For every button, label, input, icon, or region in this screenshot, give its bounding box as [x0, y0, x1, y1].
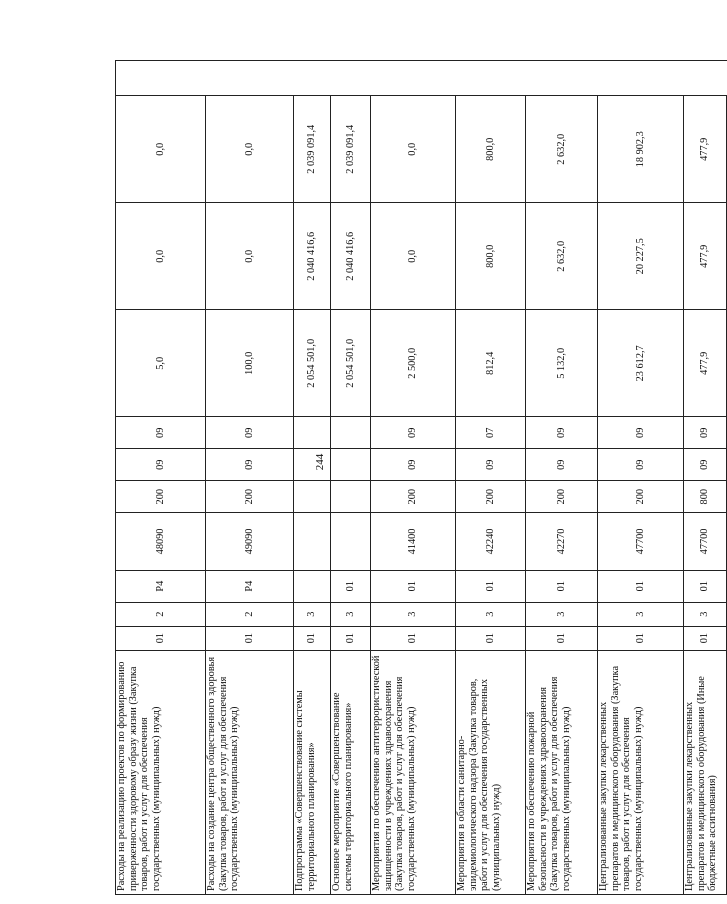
- amount-year-1: 5,0: [116, 310, 206, 417]
- section: [331, 449, 371, 481]
- expense-type: 200: [456, 481, 526, 513]
- subprogram-code: 3: [331, 602, 371, 626]
- subsection: 09: [116, 417, 206, 449]
- amount-year-1: 812,4: [456, 310, 526, 417]
- subprogram-code: 3: [598, 602, 684, 626]
- section: 09: [371, 449, 456, 481]
- direction-code: 42270: [526, 513, 598, 571]
- program-code: 01: [206, 626, 294, 650]
- row-name: Централизованные закупки лекарственных препаратов и медицинского оборудования (Закупка товаров, работ и услуг для обеспечения государственных (муниципальных) нужд): [598, 650, 684, 894]
- amount-year-2: 2 040 416,6: [294, 203, 331, 310]
- table-edge-cell: [684, 61, 727, 96]
- page-number: 244: [314, 453, 326, 471]
- amount-year-1: 23 612,7: [598, 310, 684, 417]
- row-name: Подпрограмма «Совершенствование системы территориального планирования»: [294, 650, 331, 894]
- subsection: [331, 417, 371, 449]
- section: 09: [684, 449, 727, 481]
- subprogram-code: 3: [684, 602, 727, 626]
- event-code: 01: [526, 570, 598, 602]
- section: 09: [598, 449, 684, 481]
- event-code: 01: [598, 570, 684, 602]
- subprogram-code: 3: [371, 602, 456, 626]
- event-code: Р4: [116, 570, 206, 602]
- subsection: 07: [456, 417, 526, 449]
- amount-year-3: 18 902,3: [598, 96, 684, 203]
- amount-year-2: 20 227,5: [598, 203, 684, 310]
- amount-year-2: 0,0: [206, 203, 294, 310]
- amount-year-2: 2 632,0: [526, 203, 598, 310]
- section: 09: [526, 449, 598, 481]
- amount-year-3: 477,9: [684, 96, 727, 203]
- subprogram-code: 2: [206, 602, 294, 626]
- amount-year-3: 0,0: [206, 96, 294, 203]
- amount-year-1: 5 132,0: [526, 310, 598, 417]
- table-row: [331, 61, 371, 895]
- subprogram-code: 3: [526, 602, 598, 626]
- table-edge-cell: [598, 61, 684, 96]
- direction-code: 47700: [598, 513, 684, 571]
- expense-type: 200: [598, 481, 684, 513]
- expense-type: 200: [206, 481, 294, 513]
- amount-year-2: 2 040 416,6: [331, 203, 371, 310]
- table-edge-cell: [331, 61, 371, 96]
- subsection: 09: [371, 417, 456, 449]
- row-name: Мероприятия по обеспечению пожарной безопасности в учреждениях здравоохранения (Закупка товаров, работ и услуг для обеспечения государственных (муниципальных) нужд): [526, 650, 598, 894]
- direction-code: 49090: [206, 513, 294, 571]
- expense-type: 200: [371, 481, 456, 513]
- row-name: Основное мероприятие «Совершенствование системы территориального планирования»: [331, 650, 371, 894]
- section: 09: [116, 449, 206, 481]
- program-code: 01: [116, 626, 206, 650]
- direction-code: [294, 513, 331, 571]
- table-edge-cell: [526, 61, 598, 96]
- event-code: 01: [331, 570, 371, 602]
- amount-year-3: 2 632,0: [526, 96, 598, 203]
- subsection: 09: [526, 417, 598, 449]
- amount-year-3: 2 039 091,4: [294, 96, 331, 203]
- amount-year-2: 800,0: [456, 203, 526, 310]
- row-name: Централизованные закупки лекарственных препаратов и медицинского оборудования (Иные бюджетные ассигнования): [684, 650, 727, 894]
- row-name: Мероприятия по обеспечению антитеррористической защищенности в учреждениях здравоохранения (Закупка товаров, работ и услуг для обеспечения государственных (муниципальных) нужд): [371, 650, 456, 894]
- event-code: Р4: [206, 570, 294, 602]
- program-code: 01: [331, 626, 371, 650]
- table-row: [206, 61, 294, 895]
- table-row: [294, 61, 331, 895]
- table-row: [456, 61, 526, 895]
- subsection: 09: [206, 417, 294, 449]
- direction-code: [331, 513, 371, 571]
- event-code: 01: [371, 570, 456, 602]
- amount-year-3: 0,0: [371, 96, 456, 203]
- direction-code: 41400: [371, 513, 456, 571]
- table-row: [116, 61, 206, 895]
- rotated-table-wrapper: [115, 60, 719, 895]
- section: 09: [206, 449, 294, 481]
- expense-type: [294, 481, 331, 513]
- table-edge-cell: [206, 61, 294, 96]
- row-name: Мероприятия в области санитарно-эпидемиологического надзора (Закупка товаров, работ и услуг для обеспечения государственных (муниципальных) нужд): [456, 650, 526, 894]
- direction-code: 47700: [684, 513, 727, 571]
- program-code: 01: [294, 626, 331, 650]
- table-edge-cell: [116, 61, 206, 96]
- section: [294, 449, 331, 481]
- event-code: 01: [456, 570, 526, 602]
- budget-table: [115, 60, 727, 895]
- table-row: [371, 61, 456, 895]
- program-code: 01: [598, 626, 684, 650]
- amount-year-2: 0,0: [116, 203, 206, 310]
- amount-year-3: 2 039 091,4: [331, 96, 371, 203]
- subprogram-code: 3: [456, 602, 526, 626]
- table-row: [526, 61, 598, 895]
- direction-code: 48090: [116, 513, 206, 571]
- expense-type: 800: [684, 481, 727, 513]
- subsection: 09: [598, 417, 684, 449]
- row-name: Расходы на реализацию проектов по формированию приверженности здоровому образу жизни (Закупка товаров, работ и услуг для обеспечения государственных (муниципальных) нужд): [116, 650, 206, 894]
- table-row: [684, 61, 727, 895]
- subsection: 09: [684, 417, 727, 449]
- direction-code: 42240: [456, 513, 526, 571]
- expense-type: 200: [526, 481, 598, 513]
- table-edge-cell: [456, 61, 526, 96]
- amount-year-1: 100,0: [206, 310, 294, 417]
- program-code: 01: [684, 626, 727, 650]
- event-code: [294, 570, 331, 602]
- amount-year-1: 2 054 501,0: [294, 310, 331, 417]
- amount-year-1: 2 500,0: [371, 310, 456, 417]
- amount-year-2: 477,9: [684, 203, 727, 310]
- row-name: Расходы на создание центра общественного здоровья (Закупка товаров, работ и услуг для обеспечения государственных (муниципальных) нужд): [206, 650, 294, 894]
- subprogram-code: 3: [294, 602, 331, 626]
- amount-year-1: 477,9: [684, 310, 727, 417]
- section: 09: [456, 449, 526, 481]
- program-code: 01: [371, 626, 456, 650]
- amount-year-1: 2 054 501,0: [331, 310, 371, 417]
- table-edge-cell: [294, 61, 331, 96]
- amount-year-2: 0,0: [371, 203, 456, 310]
- program-code: 01: [526, 626, 598, 650]
- program-code: 01: [456, 626, 526, 650]
- subprogram-code: 2: [116, 602, 206, 626]
- subsection: [294, 417, 331, 449]
- table-edge-cell: [371, 61, 456, 96]
- table-row: [598, 61, 684, 895]
- amount-year-3: 800,0: [456, 96, 526, 203]
- expense-type: [331, 481, 371, 513]
- event-code: 01: [684, 570, 727, 602]
- expense-type: 200: [116, 481, 206, 513]
- amount-year-3: 0,0: [116, 96, 206, 203]
